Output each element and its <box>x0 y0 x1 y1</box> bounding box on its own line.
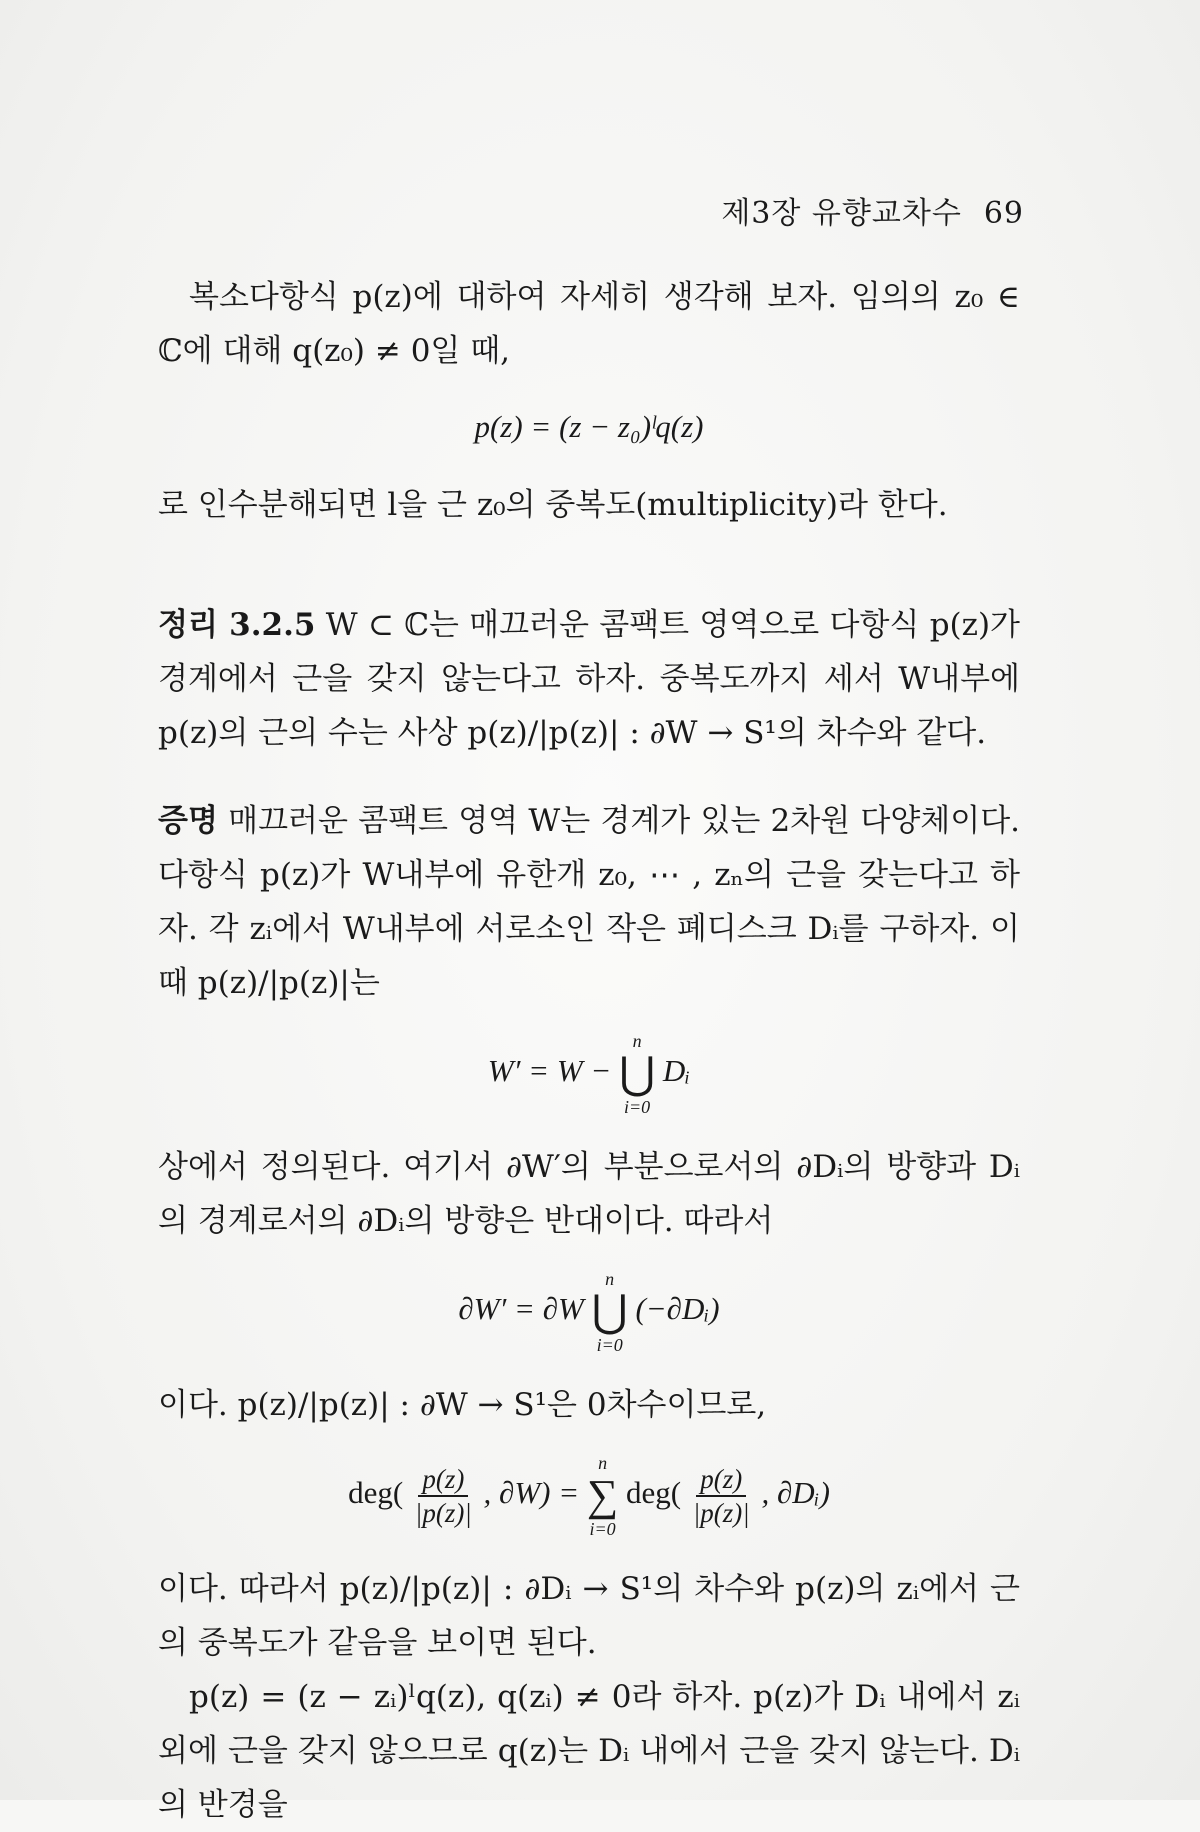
equation-degree-sum <box>158 1454 1020 1538</box>
sum-operator <box>587 1454 618 1538</box>
fraction-right <box>689 1465 754 1528</box>
union-upper-limit: n <box>632 1031 642 1051</box>
eq3-lhs: ∂W′ = ∂W <box>458 1291 584 1327</box>
union-lower-limit: i=0 <box>624 1097 651 1117</box>
boundary-union-upper-limit: n <box>605 1269 615 1289</box>
eq2-rhs: Dᵢ <box>662 1053 691 1089</box>
deg-left-args: , ∂W) = <box>483 1475 580 1511</box>
paragraph-multiplicity-definition: 로 인수분해되면 l을 근 z₀의 중복도(multiplicity)라 한다. <box>158 487 948 523</box>
equation-boundary <box>158 1270 1020 1354</box>
theorem-text: W ⊂ ℂ는 매끄러운 콤팩트 영역으로 다항식 p(z)가 경계에서 근을 갖지 않는다고 하자. 중복도까지 세서 W내부에 p(z)의 근의 수는 사상 p(z)/|p(z)| : ∂W → S¹의 차수와 같다. <box>158 607 1021 751</box>
equation-factorization: p(z) = (z − z₀)ˡq(z) <box>474 409 704 444</box>
paragraph-conclusion: 이다. 따라서 p(z)/|p(z)| : ∂Dᵢ → S¹의 차수와 p(z)의 zᵢ에서 근의 중복도가 같음을 보이면 된다. <box>158 1571 1020 1661</box>
proof-label: 증명 <box>158 803 218 839</box>
sum-symbol: ∑ <box>586 1471 619 1520</box>
theorem-block <box>158 598 1020 760</box>
fraction-right-denominator: |p(z)| <box>692 1498 750 1528</box>
fraction-left-denominator: |p(z)| <box>414 1498 472 1528</box>
fraction-left <box>411 1465 476 1528</box>
eq3-rhs: (−∂Dᵢ) <box>635 1291 720 1327</box>
paragraph-intro: 복소다항식 p(z)에 대하여 자세히 생각해 보자. 임의의 z₀ ∈ ℂ에 대해 q(z₀) ≠ 0일 때, <box>158 279 1020 369</box>
proof-block <box>158 794 1020 1010</box>
deg-right-args: , ∂Dᵢ) <box>761 1475 830 1511</box>
running-header <box>721 188 1024 232</box>
sum-upper-limit: n <box>598 1453 608 1473</box>
fraction-right-numerator: p(z) <box>696 1465 746 1497</box>
eq2-lhs: W′ = W − <box>487 1053 612 1089</box>
sum-lower-limit: i=0 <box>589 1519 616 1539</box>
paragraph-degree-zero: 이다. p(z)/|p(z)| : ∂W → S¹은 0차수이므로, <box>158 1387 767 1423</box>
page-body <box>158 270 1020 1832</box>
paragraph-factor-q: p(z) = (z − zᵢ)ˡq(z), q(zᵢ) ≠ 0라 하자. p(z)가 Dᵢ 내에서 zᵢ외에 근을 갖지 않으므로 q(z)는 Dᵢ 내에서 근을 갖지 않는다. Dᵢ의 반경을 <box>158 1679 1020 1823</box>
boundary-union-lower-limit: i=0 <box>596 1335 623 1355</box>
chapter-title: 제3장 유향교차수 <box>721 196 962 231</box>
theorem-label: 정리 3.2.5 <box>158 607 316 643</box>
union-operator <box>619 1032 655 1116</box>
proof-text: 매끄러운 콤팩트 영역 W는 경계가 있는 2차원 다양체이다. 다항식 p(z)가 W내부에 유한개 z₀, ⋯ , zₙ의 근을 갖는다고 하자. 각 zᵢ에서 W내부에 서로소인 작은 폐디스크 Dᵢ를 구하자. 이때 p(z)/|p(z)|는 <box>158 803 1020 1001</box>
boundary-union-operator <box>592 1270 628 1354</box>
fraction-left-numerator: p(z) <box>418 1465 468 1497</box>
boundary-union-symbol: ⋃ <box>591 1287 628 1336</box>
equation-w-prime <box>158 1032 1020 1116</box>
paragraph-orientation: 상에서 정의된다. 여기서 ∂W′의 부분으로서의 ∂Dᵢ의 방향과 Dᵢ의 경계로서의 ∂Dᵢ의 방향은 반대이다. 따라서 <box>158 1149 1020 1239</box>
union-symbol: ⋃ <box>619 1049 656 1098</box>
deg-right: deg( <box>626 1475 682 1511</box>
page-number: 69 <box>983 196 1024 231</box>
deg-left: deg( <box>348 1475 404 1511</box>
